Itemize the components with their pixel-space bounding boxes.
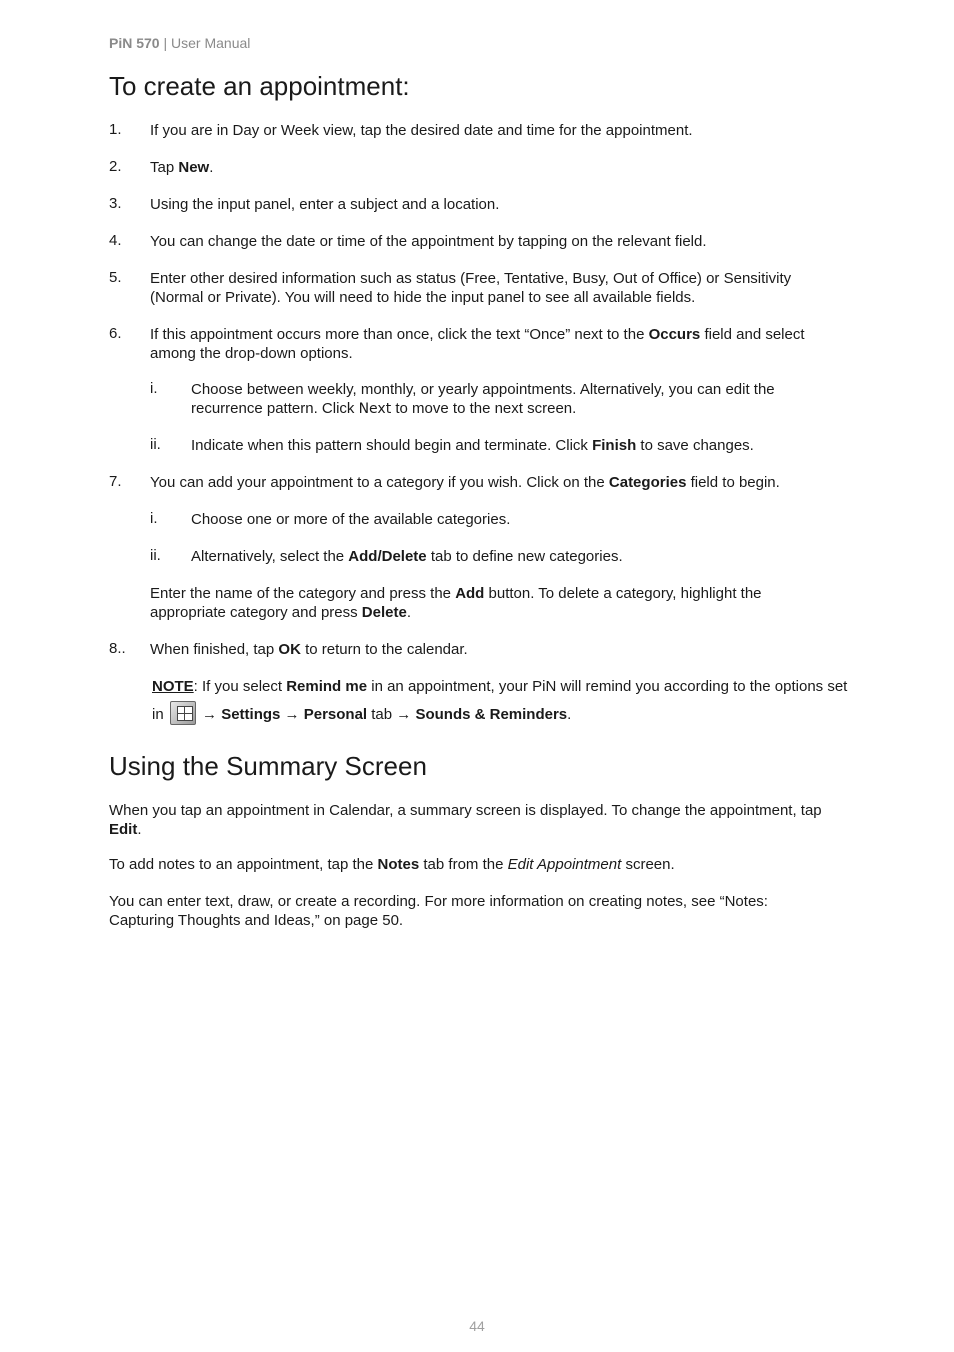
step-number: 5. [109, 269, 122, 286]
text-run: to return to the calendar. [300, 641, 468, 658]
step-number: 3. [109, 195, 122, 212]
bold-term: Remind me [286, 678, 368, 695]
step-number: 4. [109, 232, 122, 249]
paragraph-line: You can enter text, draw, or create a recording. For more information on creating notes, see “Notes: [109, 893, 768, 910]
product-name: PiN 570 [109, 35, 160, 51]
text-run: To add notes to an appointment, tap the [109, 856, 378, 873]
step-text [150, 158, 850, 177]
paragraph-line [109, 820, 869, 839]
substep-number: ii. [150, 436, 161, 453]
bold-term: Add/Delete [348, 548, 427, 565]
text-run: recurrence pattern. Click [191, 400, 359, 417]
text-run: You can add your appointment to a category if you wish. Click on the [150, 474, 609, 491]
text-run: . [209, 159, 214, 176]
note-label: NOTE [152, 678, 194, 695]
text-run: : If you select [193, 678, 287, 695]
substep-text [191, 436, 851, 455]
text-run: . [406, 604, 411, 621]
text-run: tab to define new categories. [426, 548, 623, 565]
bold-term: Notes [377, 856, 420, 873]
text-run: tab [367, 706, 397, 723]
bold-term: Delete [361, 604, 407, 621]
paragraph-line: Capturing Thoughts and Ideas,” on page 50. [109, 912, 404, 929]
header-separator: | [159, 35, 172, 51]
category-instructions-line2 [150, 603, 850, 622]
bold-term: Sounds & Reminders [415, 706, 568, 723]
bold-term: Categories [608, 474, 687, 491]
text-run: screen. [621, 856, 675, 873]
text-run: in an appointment, your PiN will remind you according to the options set [367, 678, 848, 695]
page-number: 44 [469, 1318, 485, 1334]
bold-term: OK [278, 641, 301, 658]
bold-term: Personal [303, 706, 368, 723]
arrow-icon: → [284, 706, 300, 723]
step-text [150, 473, 850, 492]
text-run: If this appointment occurs more than once, click the text “Once” next to the [150, 326, 649, 343]
section-title-create-appointment: To create an appointment: [109, 71, 410, 101]
step-number: 8.. [109, 640, 126, 657]
substep-number: i. [150, 510, 158, 527]
bold-term: Finish [592, 437, 637, 454]
windows-start-icon [170, 701, 196, 725]
step-number: 6. [109, 325, 122, 342]
text-run: to move to the next screen. [391, 400, 577, 417]
category-instructions-line1 [150, 584, 850, 603]
paragraph-line [109, 855, 869, 874]
bold-term: New [178, 159, 210, 176]
doc-name: User Manual [171, 35, 251, 51]
step-text: Using the input panel, enter a subject and a location. [150, 196, 500, 213]
running-header [109, 35, 250, 51]
text-run: Tap [150, 159, 179, 176]
step-text: You can change the date or time of the appointment by tapping on the relevant field. [150, 233, 707, 250]
paragraph-line: When you tap an appointment in Calendar, a summary screen is displayed. To change the appointment, tap [109, 802, 822, 819]
substep-text-line2 [191, 399, 851, 419]
italic-term: Edit Appointment [507, 856, 622, 873]
step-number: 1. [109, 121, 122, 138]
substep-text-line1: Choose between weekly, monthly, or yearly appointments. Alternatively, you can edit the [191, 381, 775, 398]
substep-text: Choose one or more of the available categories. [191, 511, 511, 528]
substep-number: i. [150, 380, 158, 397]
step-text-line2: among the drop-down options. [150, 345, 353, 362]
text-run: Indicate when this pattern should begin and terminate. Click [191, 437, 593, 454]
text-run: field to begin. [686, 474, 780, 491]
text-run: Alternatively, select the [191, 548, 349, 565]
step-text-line1: Enter other desired information such as status (Free, Tentative, Busy, Out of Office) or Sensitivity [150, 270, 792, 287]
bold-term: Occurs [648, 326, 701, 343]
text-run: in [152, 706, 168, 723]
arrow-icon: → [202, 706, 218, 723]
text-run: When finished, tap [150, 641, 279, 658]
step-text-line1 [150, 325, 850, 344]
text-run: field and select [700, 326, 805, 343]
text-run: button. To delete a category, highlight the [484, 585, 762, 602]
text-run: . [567, 706, 572, 723]
bold-term: Settings [221, 706, 281, 723]
section-title-summary-screen: Using the Summary Screen [109, 751, 427, 781]
bold-term: Add [455, 585, 485, 602]
bold-term: Edit [109, 821, 138, 838]
text-run: to save changes. [636, 437, 754, 454]
step-number: 2. [109, 158, 122, 175]
note-line2 [152, 701, 892, 725]
text-run: . [137, 821, 142, 838]
substep-number: ii. [150, 547, 161, 564]
note-line1 [152, 677, 892, 696]
arrow-icon: → [396, 706, 412, 723]
step-number: 7. [109, 473, 122, 490]
next-term: Next [358, 401, 392, 417]
substep-text [191, 547, 851, 566]
text-run: Enter the name of the category and press the [150, 585, 456, 602]
step-text: If you are in Day or Week view, tap the desired date and time for the appointment. [150, 122, 693, 139]
text-run: tab from the [419, 856, 508, 873]
step-text [150, 640, 850, 659]
text-run: appropriate category and press [150, 604, 362, 621]
step-text-line2: (Normal or Private). You will need to hide the input panel to see all available fields. [150, 289, 696, 306]
